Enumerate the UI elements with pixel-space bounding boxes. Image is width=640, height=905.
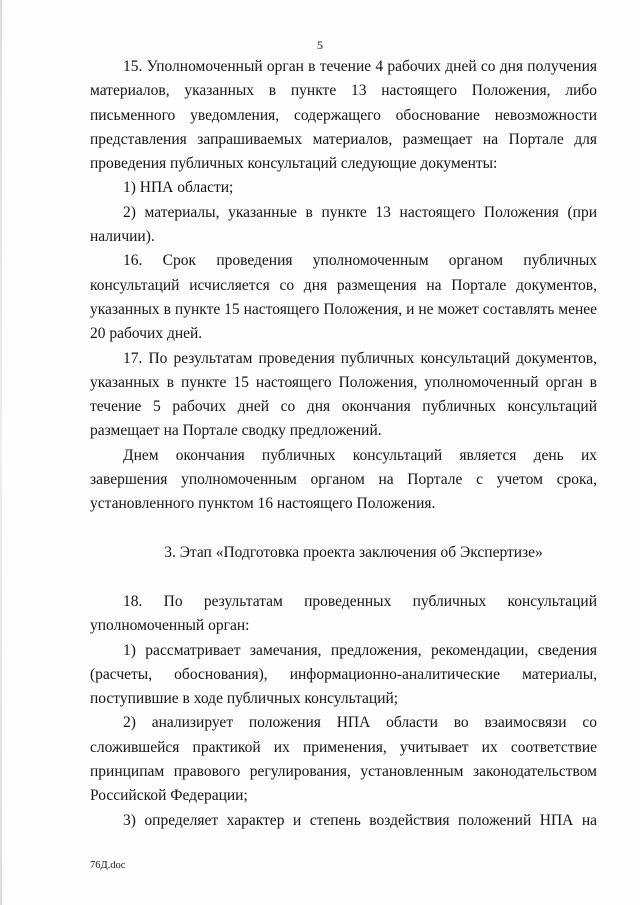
list-item-1-npa: 1) НПА области; <box>123 179 234 197</box>
paragraph-16: 16. Срок проведения уполномоченным органом публичных консультаций исчисляется со дня размещения на Портале документов, указанных в пункте 15 настоящего Положения, и не может составлять менее 20 рабочих дней. <box>90 252 597 343</box>
section-heading: 3. Этап «Подготовка проекта заключения об Экспертизе» <box>164 543 543 561</box>
list-item-18-1: 1) рассматривает замечания, предложения, рекомендации, сведения (расчеты, обоснования), информационно-аналитические материалы, поступившие в ходе публичных консультаций; <box>90 641 597 708</box>
paragraph-end-of-consultations: Днем окончания публичных консультаций является день их завершения уполномоченным органом на Портале с учетом срока, установленного пунктом 16 настоящего Положения. <box>90 446 597 513</box>
document-body <box>90 55 597 833</box>
page-number: 5 <box>317 38 323 52</box>
paragraph-15: 15. Уполномоченный орган в течение 4 рабочих дней со дня получения материалов, указанных в пункте 13 настоящего Положения, либо письменного уведомления, содержащего обоснование невозможности представления запрашиваемых материалов, размещает на Портале для проведения публичных консультаций следующие документы: <box>90 58 597 173</box>
paragraph-17: 17. По результатам проведения публичных консультаций документов, указанных в пункте 15 настоящего Положения, уполномоченный орган в течение 5 рабочих дней со дня окончания публичных консультаций размещает на Портале сводку предложений. <box>90 349 597 440</box>
list-item-2-materials: 2) материалы, указанные в пункте 13 настоящего Положения (при наличии). <box>90 203 597 246</box>
paragraph-18: 18. По результатам проведенных публичных консультаций уполномоченный орган: <box>90 592 597 635</box>
scan-edge <box>0 0 2 905</box>
list-item-18-2: 2) анализирует положения НПА области во взаимосвязи со сложившейся практикой их применения, учитывает их соответствие принципам правового регулирования, установленным законодательством Российской Федерации; <box>90 714 597 805</box>
file-name-footer: 76Д.doc <box>90 860 126 871</box>
list-item-18-3: 3) определяет характер и степень воздействия положений НПА на <box>123 811 597 829</box>
